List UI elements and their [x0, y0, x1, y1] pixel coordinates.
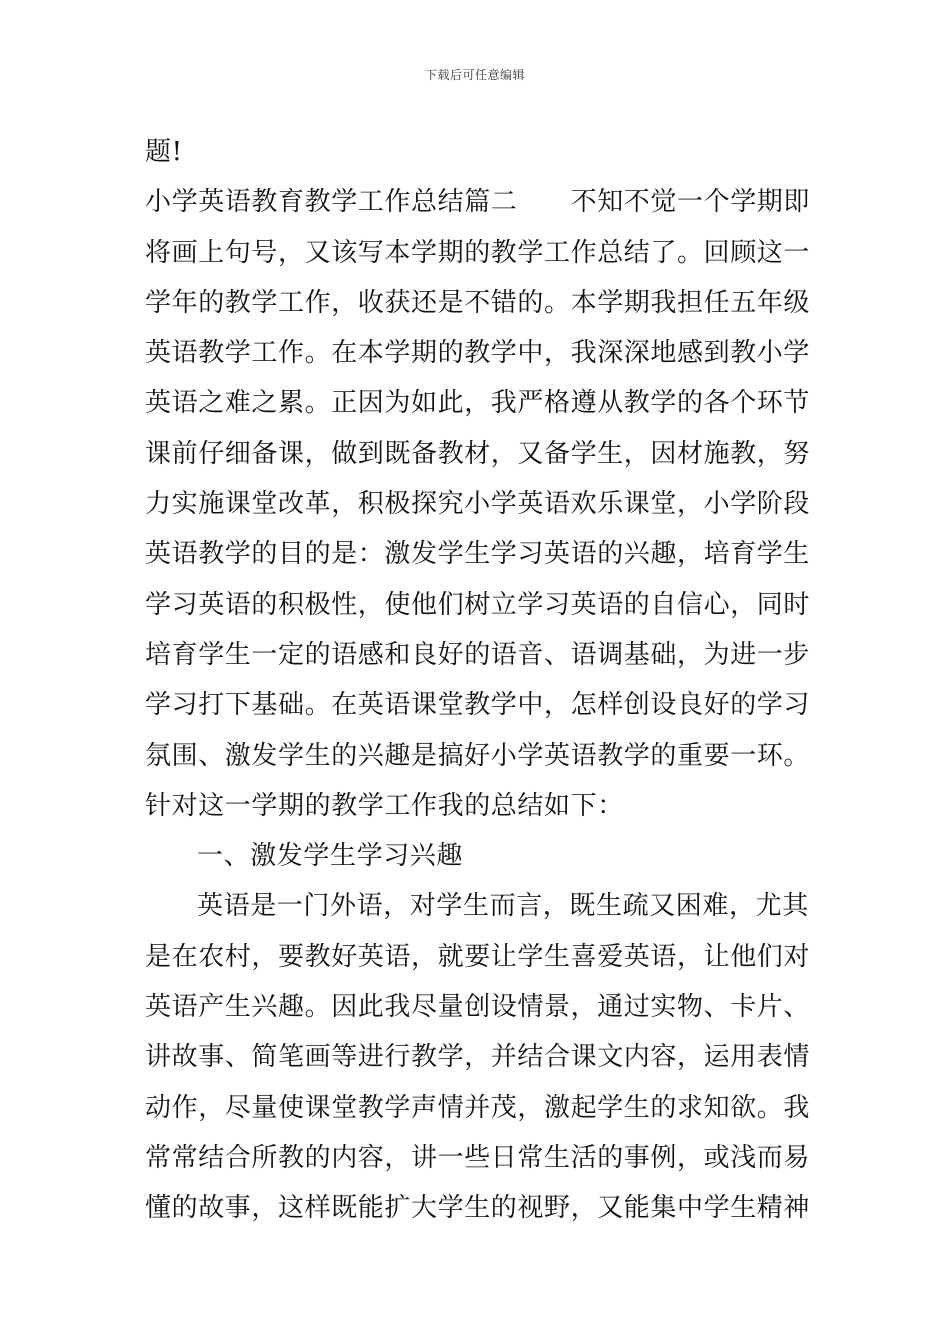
- text-line: 学年的教学工作，收获还是不错的。本学期我担任五年级: [145, 287, 811, 318]
- page-header: 下载后可任意编辑: [424, 68, 525, 82]
- text-line: 英语产生兴趣。因此我尽量创设情景，通过实物、卡片、: [145, 992, 811, 1023]
- text-line: 氛围、激发学生的兴趣是搞好小学英语教学的重要一环。: [145, 740, 811, 771]
- text-line: 英语教学的目的是：激发学生学习英语的兴趣，培育学生: [145, 539, 811, 570]
- text-line: 讲故事、简笔画等进行教学，并结合课文内容，运用表情: [145, 1042, 811, 1073]
- text-line: 课前仔细备课，做到既备教材，又备学生，因材施教，努: [145, 438, 811, 469]
- text-line: 针对这一学期的教学工作我的总结如下：: [145, 790, 624, 821]
- text-line: 常常结合所教的内容，讲一些日常生活的事例，或浅而易: [145, 1142, 811, 1173]
- text-line: 英语教学工作。在本学期的教学中，我深深地感到教小学: [145, 338, 811, 369]
- section-heading: 一、激发学生学习兴趣: [197, 841, 464, 872]
- document-body: [145, 127, 810, 1234]
- text-line: 英语之难之累。正因为如此，我严格遵从教学的各个环节: [145, 388, 811, 419]
- text-line: 小学英语教育教学工作总结篇二 不知不觉一个学期即: [145, 187, 811, 218]
- text-line: 将画上句号，又该写本学期的教学工作总结了。回顾这一: [145, 237, 811, 268]
- paragraph-start-line: 英语是一门外语，对学生而言，既生疏又困难，尤其: [197, 891, 809, 922]
- text-line: 培育学生一定的语感和良好的语音、语调基础，为进一步: [145, 639, 811, 670]
- text-line: 题!: [145, 137, 183, 167]
- text-line: 学习打下基础。在英语课堂教学中，怎样创设良好的学习: [145, 690, 811, 721]
- text-line: 学习英语的积极性，使他们树立学习英语的自信心，同时: [145, 589, 811, 620]
- text-line: 懂的故事，这样既能扩大学生的视野，又能集中学生精神: [145, 1193, 811, 1224]
- text-line: 是在农村，要教好英语，就要让学生喜爱英语，让他们对: [145, 941, 811, 972]
- text-line: 力实施课堂改革，积极探究小学英语欢乐课堂，小学阶段: [145, 489, 811, 520]
- text-line: 动作，尽量使课堂教学声情并茂，激起学生的求知欲。我: [145, 1092, 811, 1123]
